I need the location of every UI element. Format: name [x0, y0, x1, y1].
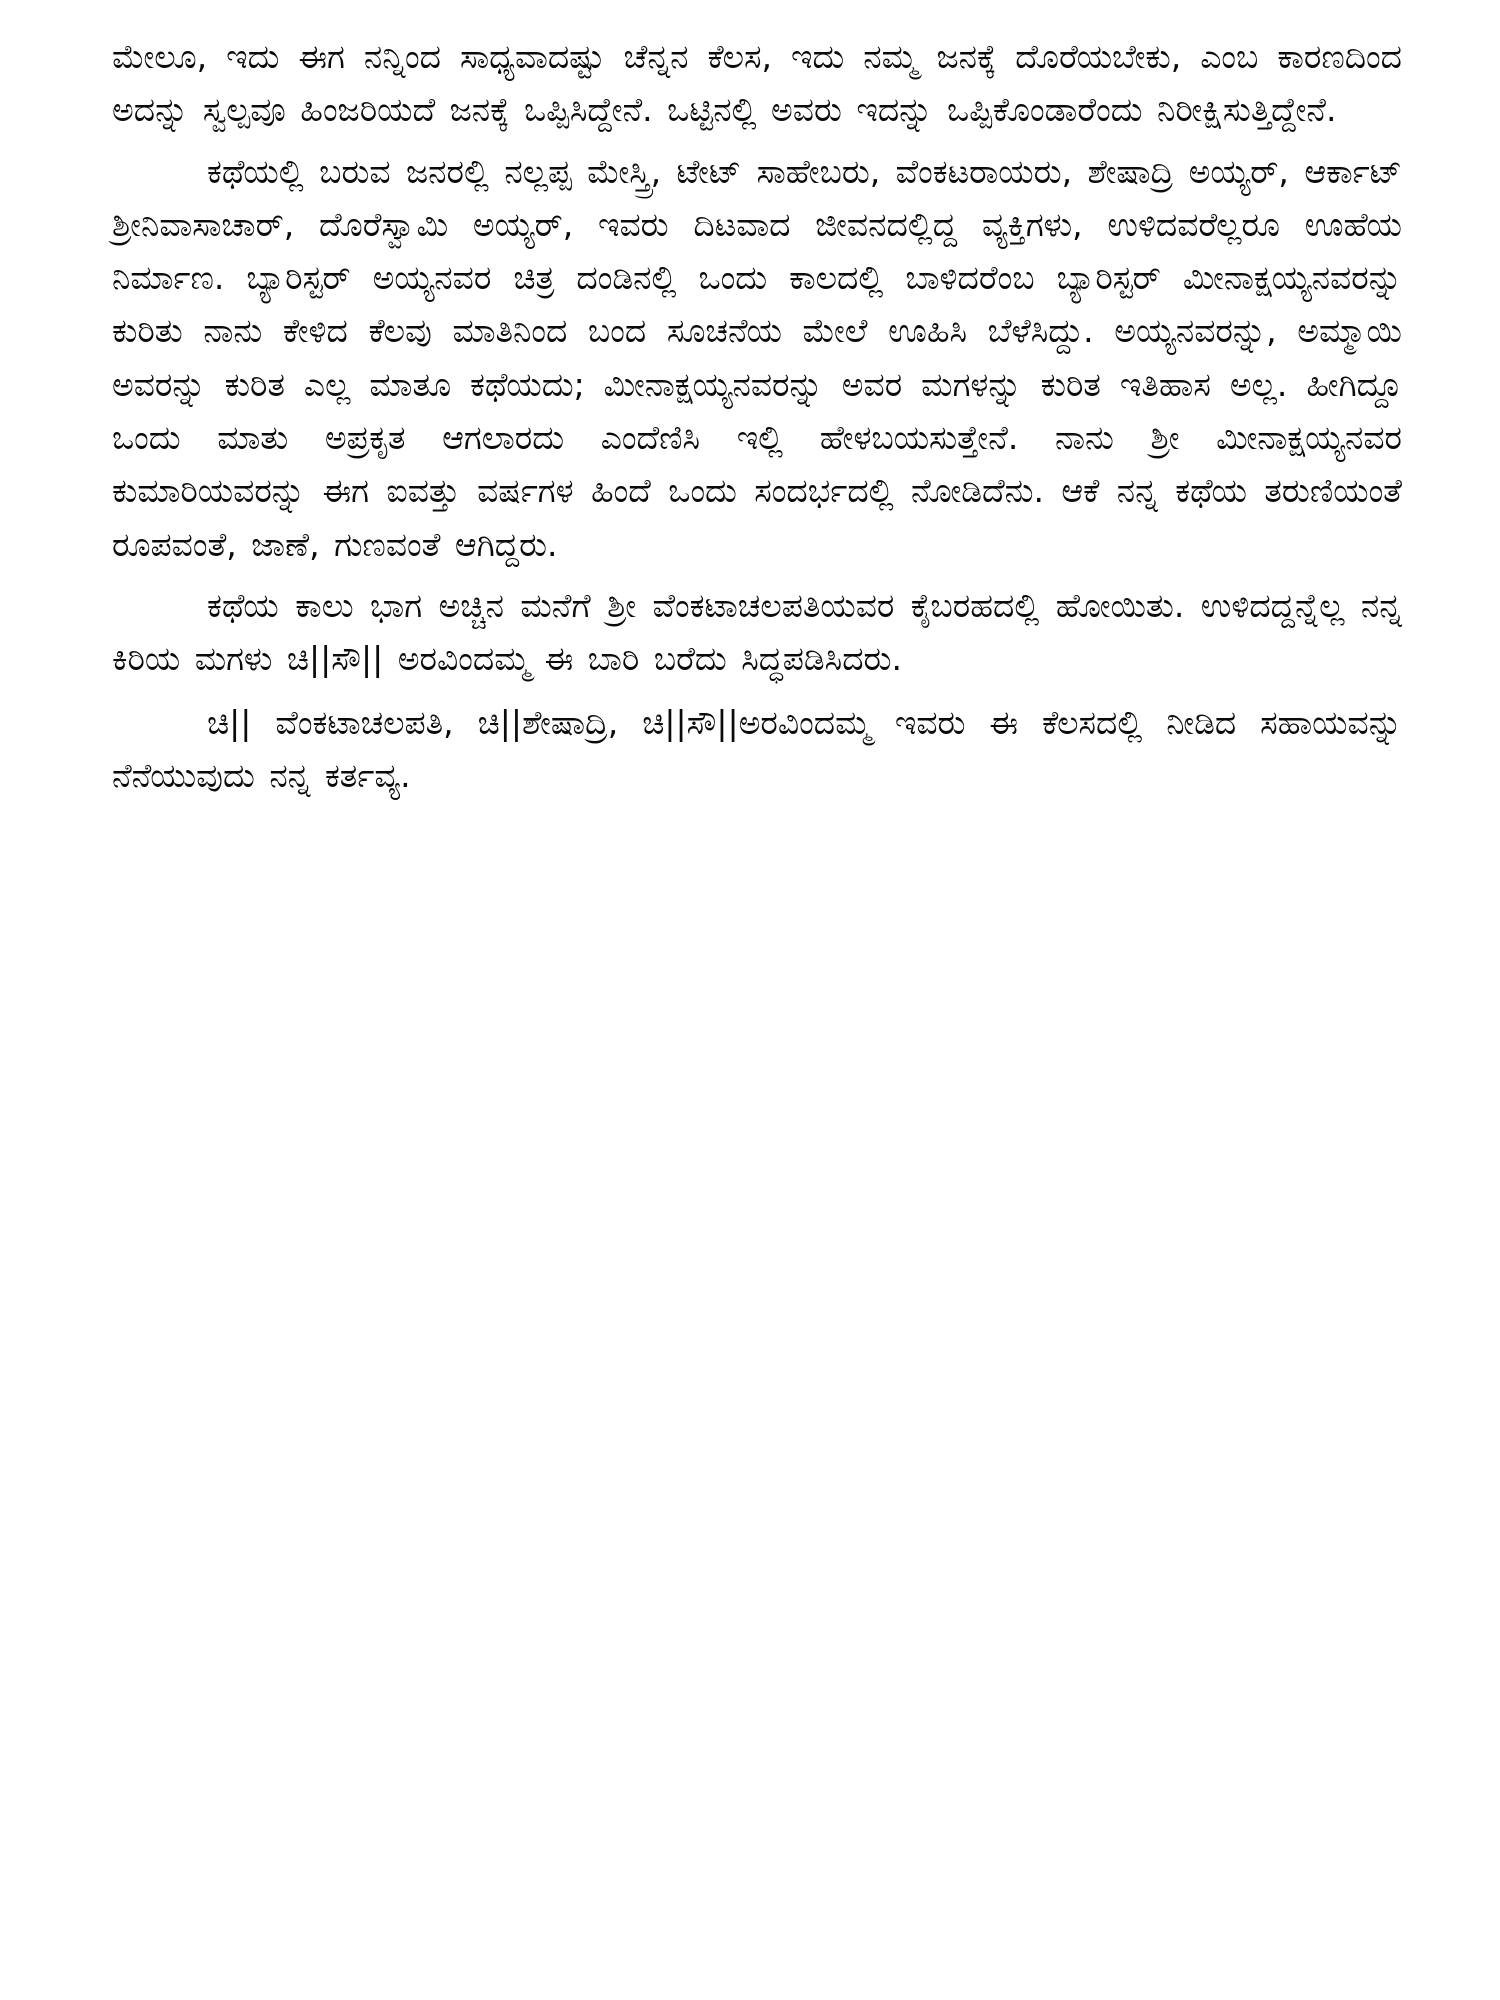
- paragraph-characters-note: ಕಥೆಯಲ್ಲಿ ಬರುವ ಜನರಲ್ಲಿ ನಲ್ಲಪ್ಪ ಮೇಸ್ತ್ರಿ, ಟೇಟ್ ಸಾಹೇಬರು, ವೆಂಕಟರಾಯರು, ಶೇಷಾದ್ರಿ ಅಯ್ಯರ್, ಆರ್ಕಾಟ್ ಶ್ರೀನಿವಾಸಾಚಾರ್, ದೊರೆಸ್ವಾಮಿ ಅಯ್ಯರ್, ಇವರು ದಿಟವಾದ ಜೀವನದಲ್ಲಿದ್ದ ವ್ಯಕ್ತಿಗಳು, ಉಳಿದವರೆಲ್ಲರೂ ಊಹೆಯ ನಿರ್ಮಾಣ. ಬ್ಯಾರಿಸ್ಟರ್ ಅಯ್ಯನವರ ಚಿತ್ರ ದಂಡಿನಲ್ಲಿ ಒಂದು ಕಾಲದಲ್ಲಿ ಬಾಳಿದರೆಂಬ ಬ್ಯಾರಿಸ್ಟರ್ ಮೀನಾಕ್ಷಯ್ಯನವರನ್ನು ಕುರಿತು ನಾನು ಕೇಳಿದ ಕೆಲವು ಮಾತಿನಿಂದ ಬಂದ ಸೂಚನೆಯ ಮೇಲೆ ಊಹಿಸಿ ಬೆಳೆಸಿದ್ದು. ಅಯ್ಯನವರನ್ನು, ಅಮ್ಮಾಯಿ ಅವರನ್ನು ಕುರಿತ ಎಲ್ಲ ಮಾತೂ ಕಥೆಯದು; ಮೀನಾಕ್ಷಯ್ಯನವರನ್ನು ಅವರ ಮಗಳನ್ನು ಕುರಿತ ಇತಿಹಾಸ ಅಲ್ಲ. ಹೀಗಿದ್ದೂ ಒಂದು ಮಾತು ಅಪ್ರಕೃತ ಆಗಲಾರದು ಎಂದೆಣಿಸಿ ಇಲ್ಲಿ ಹೇಳಬಯಸುತ್ತೇನೆ. ನಾನು ಶ್ರೀ ಮೀನಾಕ್ಷಯ್ಯನವರ ಕುಮಾರಿಯವರನ್ನು ಈಗ ಐವತ್ತು ವರ್ಷಗಳ ಹಿಂದೆ ಒಂದು ಸಂದರ್ಭದಲ್ಲಿ ನೋಡಿದೆನು. ಆಕೆ ನನ್ನ ಕಥೆಯ ತರುಣಿಯಂತೆ ರೂಪವಂತೆ, ಜಾಣೆ, ಗುಣವಂತೆ ಆಗಿದ್ದರು.: [112, 151, 1402, 564]
- body-text: [112, 30, 1402, 802]
- paragraph-manuscript-note: ಕಥೆಯ ಕಾಲು ಭಾಗ ಅಚ್ಚಿನ ಮನೆಗೆ ಶ್ರೀ ವೆಂಕಟಾಚಲಪತಿಯವರ ಕೈಬರಹದಲ್ಲಿ ಹೋಯಿತು. ಉಳಿದದ್ದನ್ನೆಲ್ಲ ನನ್ನ ಕಿರಿಯ ಮಗಳು ಚಿ||ಸೌ|| ಅರವಿಂದಮ್ಮ ಈ ಬಾರಿ ಬರೆದು ಸಿದ್ಧಪಡಿಸಿದರು.: [112, 585, 1402, 679]
- paragraph-continuation: ಮೇಲೂ, ಇದು ಈಗ ನನ್ನಿಂದ ಸಾಧ್ಯವಾದಷ್ಟು ಚೆನ್ನನ ಕೆಲಸ, ಇದು ನಮ್ಮ ಜನಕ್ಕೆ ದೊರೆಯಬೇಕು, ಎಂಬ ಕಾರಣದಿಂದ ಅದನ್ನು ಸ್ವಲ್ಪವೂ ಹಿಂಜರಿಯದೆ ಜನಕ್ಕೆ ಒಪ್ಪಿಸಿದ್ದೇನೆ. ಒಟ್ಟಿನಲ್ಲಿ ಅವರು ಇದನ್ನು ಒಪ್ಪಿಕೊಂಡಾರೆಂದು ನಿರೀಕ್ಷಿಸುತ್ತಿದ್ದೇನೆ.: [112, 37, 1402, 130]
- paragraph-acknowledgement: ಚಿ|| ವೆಂಕಟಾಚಲಪತಿ, ಚಿ||ಶೇಷಾದ್ರಿ, ಚಿ||ಸೌ||ಅರವಿಂದಮ್ಮ ಇವರು ಈ ಕೆಲಸದಲ್ಲಿ ನೀಡಿದ ಸಹಾಯವನ್ನು ನೆನೆಯುವುದು ನನ್ನ ಕರ್ತವ್ಯ.: [112, 702, 1402, 795]
